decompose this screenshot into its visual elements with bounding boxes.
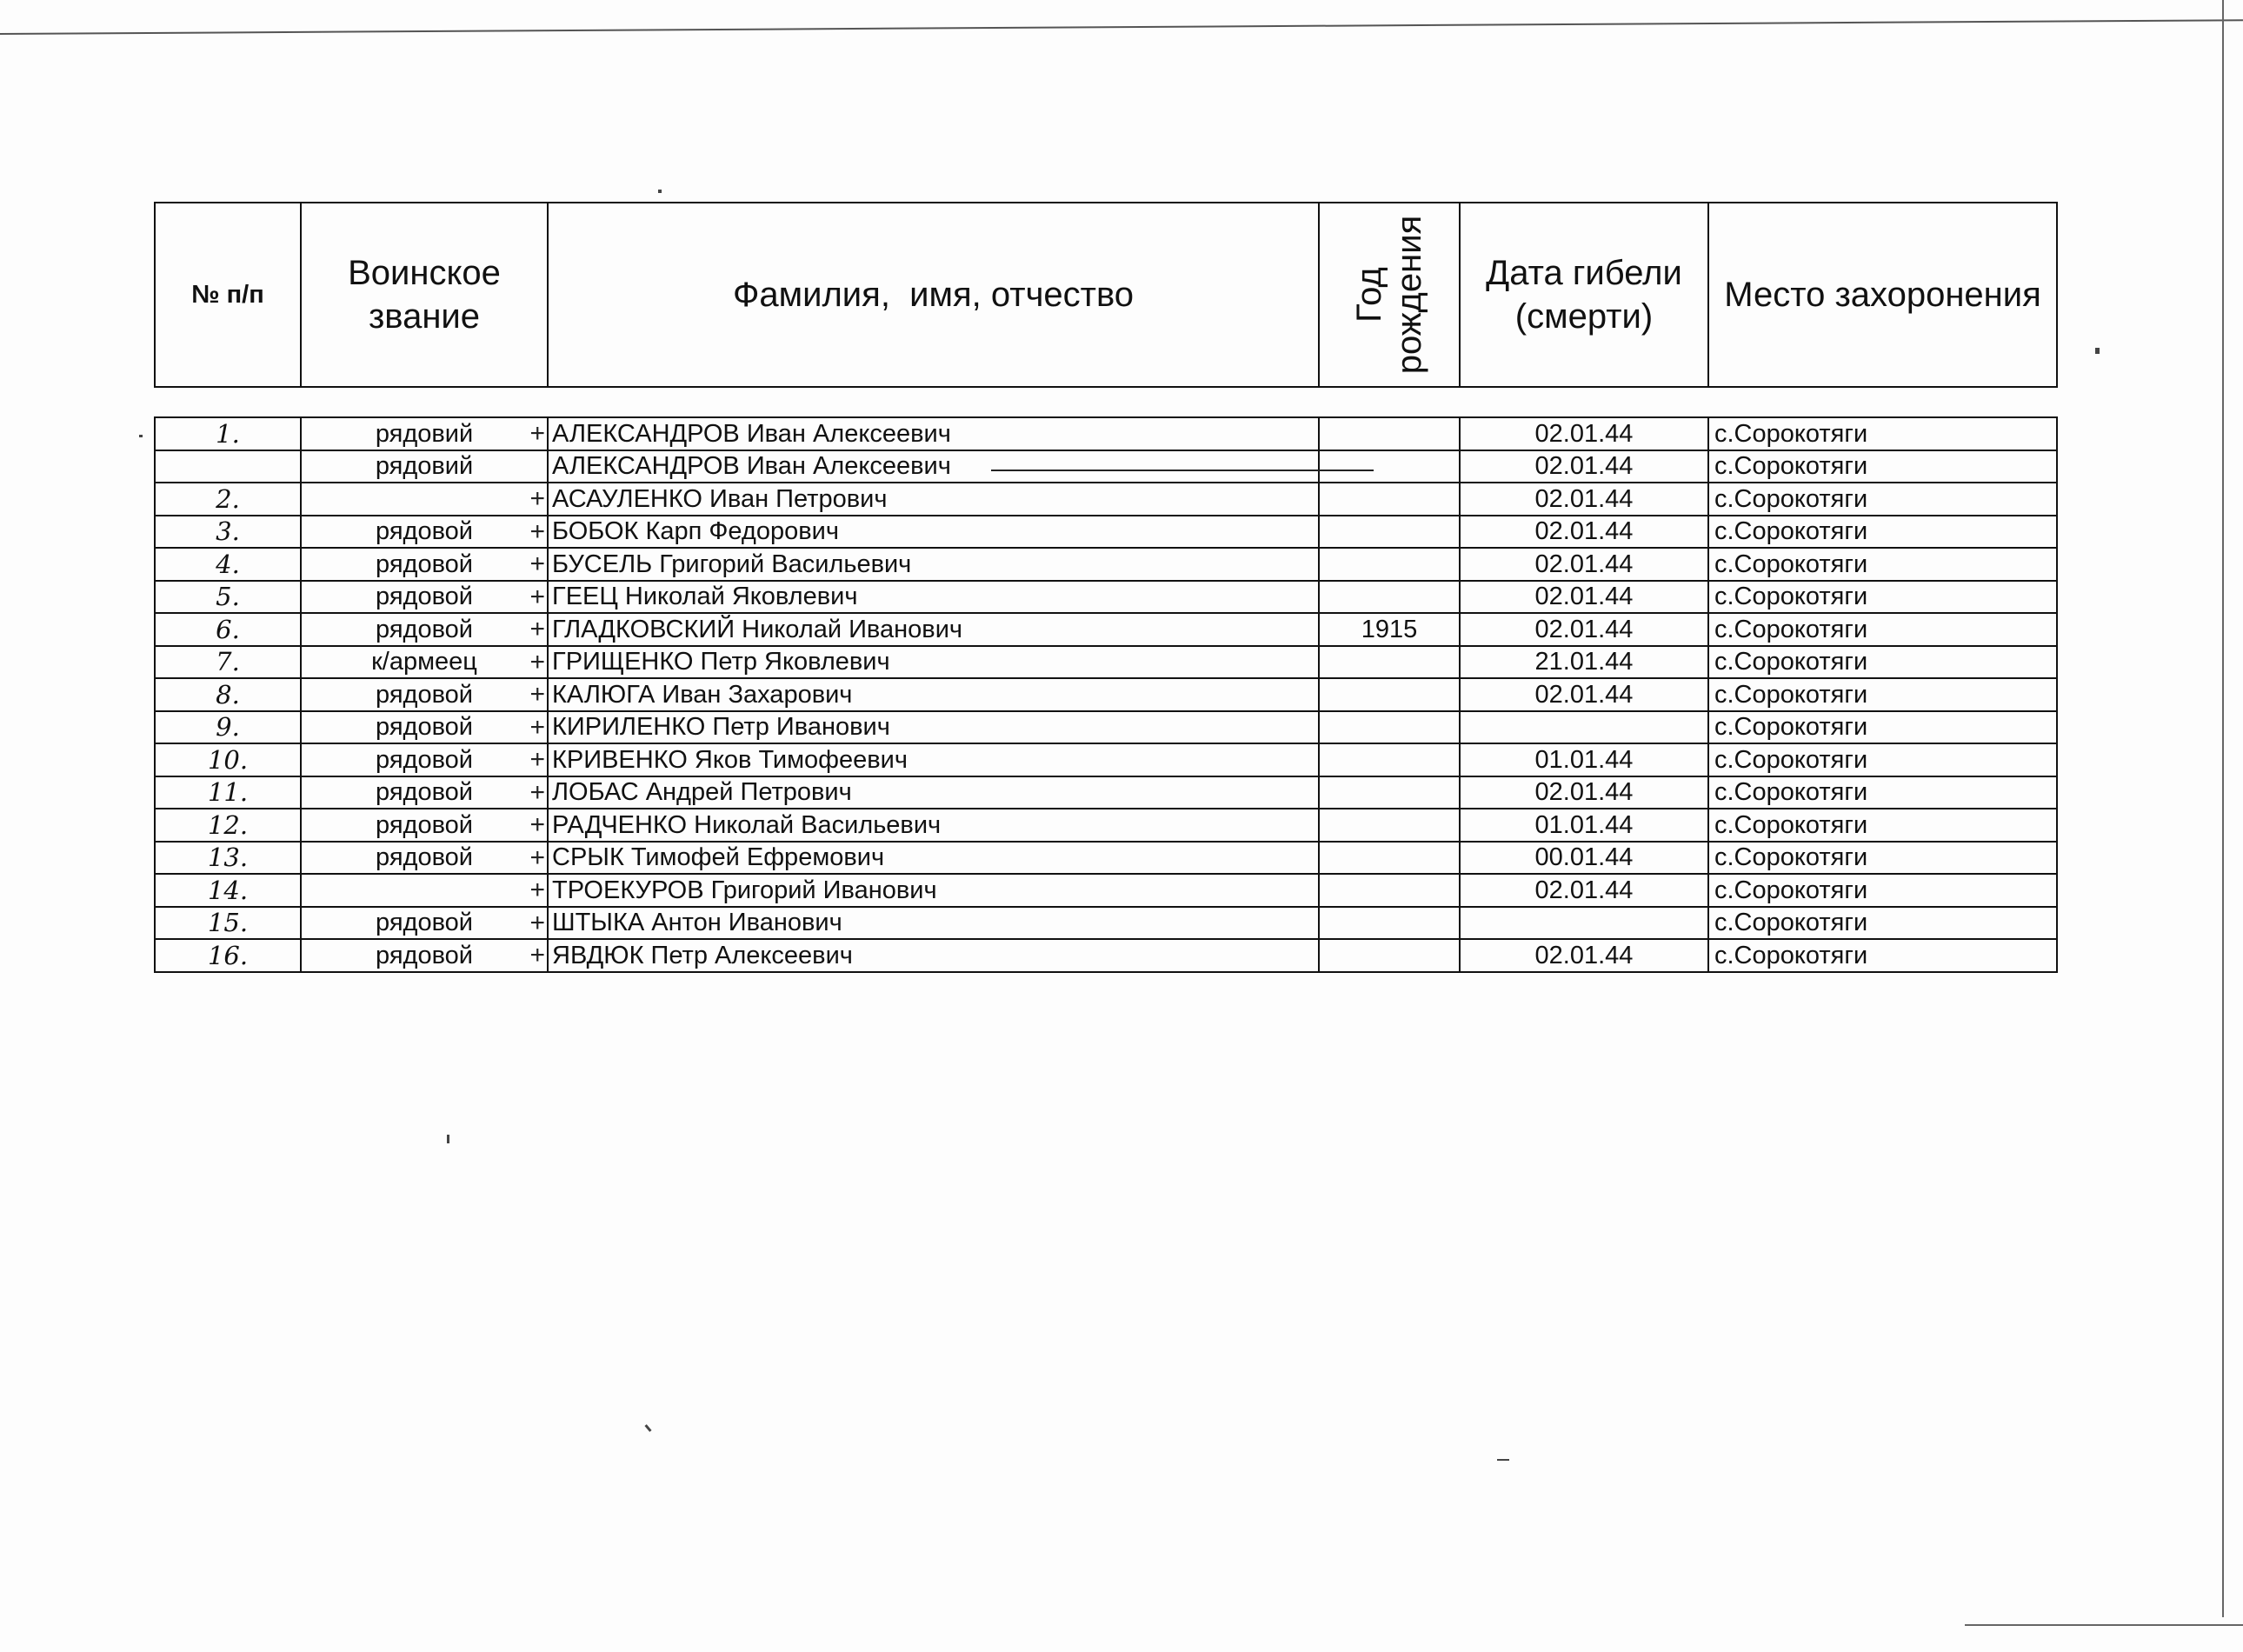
row-place-text: с.Сорокотяги: [1714, 713, 1868, 742]
row-name: [548, 809, 1319, 842]
row-number-text: 14.: [207, 875, 249, 905]
row-date-text: 01.01.44: [1534, 745, 1634, 774]
row-number: [155, 907, 301, 940]
row-date: [1460, 581, 1708, 614]
row-date: [1460, 907, 1708, 940]
table-row: [155, 548, 2057, 581]
row-rank: [301, 809, 548, 842]
row-name: [548, 711, 1319, 744]
header-col-num: № п/п: [155, 203, 301, 387]
row-number-text: 5.: [216, 582, 240, 612]
row-number: [155, 939, 301, 972]
row-rank-text: рядовой: [376, 550, 473, 578]
row-number: [155, 417, 301, 450]
row-year: [1319, 842, 1460, 875]
row-name: [548, 743, 1319, 776]
row-name: [548, 516, 1319, 549]
table-row: [155, 842, 2057, 875]
burial-list-table: [154, 416, 2058, 973]
table-row: [155, 417, 2057, 450]
row-date: [1460, 776, 1708, 809]
row-date: [1460, 516, 1708, 549]
row-name-text: ЯВДЮК Петр Алексеевич: [552, 941, 853, 969]
row-place: [1708, 516, 2057, 549]
row-name-text: СРЫК Тимофей Ефремович: [552, 843, 885, 872]
row-date-text: 02.01.44: [1534, 484, 1634, 513]
row-number-text: 11.: [207, 777, 249, 808]
header-col-name: Фамилия, имя, отчество: [548, 203, 1319, 387]
row-rank: [301, 450, 548, 483]
row-place: [1708, 613, 2057, 646]
row-place-text: с.Сорокотяги: [1714, 550, 1868, 578]
row-rank-text: к/армеец: [371, 648, 477, 676]
table-row: [155, 874, 2057, 907]
header-col-year-wrap: [1320, 203, 1459, 386]
table-row: [155, 678, 2057, 711]
row-name-text: ЛОБАС Андрей Петрович: [552, 778, 852, 807]
row-number: [155, 809, 301, 842]
row-year: [1319, 417, 1460, 450]
table-row: [155, 743, 2057, 776]
row-date: [1460, 548, 1708, 581]
row-date: [1460, 842, 1708, 875]
row-place: [1708, 483, 2057, 516]
row-name-text: КАЛЮГА Иван Захарович: [552, 680, 853, 709]
scan-edge-bottom: [1965, 1624, 2243, 1626]
table-row: [155, 809, 2057, 842]
header-col-date: Дата гибели (смерти): [1460, 203, 1708, 387]
row-year: [1319, 711, 1460, 744]
row-rank: [301, 678, 548, 711]
row-place: [1708, 907, 2057, 940]
row-date: [1460, 874, 1708, 907]
row-year: [1319, 743, 1460, 776]
row-place-text: с.Сорокотяги: [1714, 941, 1868, 969]
row-date: [1460, 450, 1708, 483]
row-number-text: 10.: [207, 744, 249, 775]
row-name-text: ГЛАДКОВСКИЙ Николай Иванович: [552, 615, 963, 643]
row-place: [1708, 678, 2057, 711]
row-number: [155, 776, 301, 809]
row-year: [1319, 581, 1460, 614]
row-number: [155, 711, 301, 744]
row-place: [1708, 743, 2057, 776]
scan-edge-top: [0, 19, 2243, 35]
header-col-place: Место захоронения: [1708, 203, 2057, 387]
row-place: [1708, 842, 2057, 875]
row-date-text: 21.01.44: [1534, 648, 1634, 676]
row-name: [548, 450, 1319, 483]
row-rank: [301, 646, 548, 679]
row-date: [1460, 646, 1708, 679]
row-name: [548, 646, 1319, 679]
row-name-text: АЛЕКСАНДРОВ Иван Алексеевич: [552, 452, 951, 481]
row-rank-text: рядовой: [376, 909, 473, 937]
row-place-text: с.Сорокотяги: [1714, 778, 1868, 807]
row-number: [155, 450, 301, 483]
row-date: [1460, 809, 1708, 842]
scan-speck: [139, 435, 143, 437]
row-number: [155, 743, 301, 776]
cross-mark: +: [529, 908, 545, 937]
row-year: [1319, 874, 1460, 907]
row-place: [1708, 548, 2057, 581]
header-table: [154, 202, 2058, 388]
row-rank: [301, 417, 548, 450]
row-place-text: с.Сорокотяги: [1714, 452, 1868, 481]
row-date: [1460, 678, 1708, 711]
cross-mark: +: [529, 810, 545, 839]
row-rank-text: рядовой: [376, 941, 473, 969]
row-name: [548, 678, 1319, 711]
scan-speck: [447, 1135, 449, 1143]
table-row: [155, 646, 2057, 679]
row-place-text: с.Сорокотяги: [1714, 484, 1868, 513]
row-name-text: ГЕЕЦ Николай Яковлевич: [552, 583, 858, 611]
table-row: [155, 483, 2057, 516]
row-rank-text: рядовой: [376, 778, 473, 807]
row-date-text: 02.01.44: [1534, 615, 1634, 643]
row-year: [1319, 907, 1460, 940]
row-date-text: 02.01.44: [1534, 550, 1634, 578]
row-rank-text: рядовой: [376, 517, 473, 546]
row-year: [1319, 809, 1460, 842]
row-place-text: с.Сорокотяги: [1714, 615, 1868, 643]
row-name-text: ШТЫКА Антон Иванович: [552, 909, 842, 937]
row-place: [1708, 581, 2057, 614]
row-rank-text: рядовой: [376, 680, 473, 709]
row-year: [1319, 776, 1460, 809]
row-name: [548, 613, 1319, 646]
row-place-text: с.Сорокотяги: [1714, 517, 1868, 546]
cross-mark: +: [529, 941, 545, 969]
table-row: [155, 613, 2057, 646]
row-place: [1708, 450, 2057, 483]
row-number-text: 16.: [207, 940, 249, 970]
row-date: [1460, 613, 1708, 646]
strike-through-mark: [991, 470, 1374, 471]
row-rank: [301, 516, 548, 549]
row-number: [155, 678, 301, 711]
row-rank: [301, 548, 548, 581]
row-number: [155, 548, 301, 581]
row-date-text: 02.01.44: [1534, 419, 1634, 448]
cross-mark: +: [529, 777, 545, 807]
row-number-text: 6.: [216, 614, 240, 644]
row-rank: [301, 581, 548, 614]
row-place: [1708, 809, 2057, 842]
cross-mark: +: [529, 680, 545, 709]
row-year: [1319, 548, 1460, 581]
row-rank-text: рядовой: [376, 615, 473, 643]
row-year: [1319, 678, 1460, 711]
row-rank-text: рядовой: [376, 583, 473, 611]
row-date-text: 02.01.44: [1534, 452, 1634, 481]
row-name: [548, 483, 1319, 516]
row-name-text: АСАУЛЕНКО Иван Петрович: [552, 484, 888, 513]
table-row: [155, 939, 2057, 972]
row-name: [548, 581, 1319, 614]
row-place-text: с.Сорокотяги: [1714, 419, 1868, 448]
header-col-rank: Воинское звание: [301, 203, 548, 387]
row-date: [1460, 483, 1708, 516]
cross-mark: +: [529, 647, 545, 676]
row-place: [1708, 711, 2057, 744]
row-place-text: с.Сорокотяги: [1714, 680, 1868, 709]
row-place-text: с.Сорокотяги: [1714, 648, 1868, 676]
cross-mark: +: [529, 843, 545, 872]
row-number-text: 2.: [216, 483, 240, 514]
cross-mark: +: [529, 745, 545, 774]
scan-speck: [2095, 348, 2100, 354]
row-number: [155, 842, 301, 875]
row-date-text: 02.01.44: [1534, 517, 1634, 546]
row-year: [1319, 613, 1460, 646]
row-date: [1460, 711, 1708, 744]
table-row: [155, 516, 2057, 549]
row-number-text: 7.: [216, 647, 240, 677]
row-date: [1460, 417, 1708, 450]
row-rank-text: рядовой: [376, 745, 473, 774]
row-rank-text: рядовий: [375, 419, 474, 448]
row-place: [1708, 417, 2057, 450]
row-number-text: 9.: [216, 712, 240, 743]
row-number: [155, 874, 301, 907]
cross-mark: +: [529, 876, 545, 904]
row-rank-text: рядовой: [376, 843, 473, 872]
row-number-text: 8.: [216, 679, 240, 709]
row-rank-text: рядовой: [376, 713, 473, 742]
cross-mark: +: [529, 712, 545, 742]
row-name-text: БОБОК Карп Федорович: [552, 517, 839, 546]
row-rank: [301, 874, 548, 907]
row-date-text: 02.01.44: [1534, 680, 1634, 709]
row-rank: [301, 711, 548, 744]
row-name-text: КИРИЛЕНКО Петр Иванович: [552, 713, 890, 742]
scan-edge-right: [2222, 0, 2224, 1617]
cross-mark: +: [529, 419, 545, 448]
row-number-text: 3.: [216, 516, 240, 547]
row-date-text: 02.01.44: [1534, 941, 1634, 969]
row-rank: [301, 939, 548, 972]
row-date-text: 00.01.44: [1534, 843, 1634, 872]
row-year: [1319, 646, 1460, 679]
row-number: [155, 613, 301, 646]
row-name-text: РАДЧЕНКО Николай Васильевич: [552, 810, 942, 839]
row-rank-text: рядовий: [375, 452, 474, 481]
row-number: [155, 483, 301, 516]
row-date: [1460, 939, 1708, 972]
row-name: [548, 907, 1319, 940]
row-year: [1319, 939, 1460, 972]
cross-mark: +: [529, 615, 545, 643]
cross-mark: +: [529, 484, 545, 513]
row-date-text: 02.01.44: [1534, 583, 1634, 611]
row-date-text: 02.01.44: [1534, 876, 1634, 904]
row-place-text: с.Сорокотяги: [1714, 876, 1868, 904]
cross-mark: +: [529, 550, 545, 578]
cross-mark: +: [529, 516, 545, 546]
row-place: [1708, 939, 2057, 972]
cross-mark: +: [529, 582, 545, 611]
row-date-text: 02.01.44: [1534, 778, 1634, 807]
row-name: [548, 548, 1319, 581]
row-place: [1708, 646, 2057, 679]
row-place-text: с.Сорокотяги: [1714, 909, 1868, 937]
row-place: [1708, 776, 2057, 809]
row-date-text: 01.01.44: [1534, 810, 1634, 839]
scan-speck: [644, 1424, 651, 1432]
header-col-year-text: Год рождения: [1350, 215, 1428, 375]
row-name: [548, 939, 1319, 972]
row-name: [548, 874, 1319, 907]
row-name: [548, 776, 1319, 809]
header-row: [155, 203, 2057, 387]
row-place-text: с.Сорокотяги: [1714, 583, 1868, 611]
row-place-text: с.Сорокотяги: [1714, 745, 1868, 774]
row-date: [1460, 743, 1708, 776]
row-rank-text: рядовой: [376, 810, 473, 839]
row-name-text: БУСЕЛЬ Григорий Васильевич: [552, 550, 912, 578]
burial-list-body: [155, 417, 2057, 972]
row-year: [1319, 450, 1460, 483]
table-row: [155, 450, 2057, 483]
row-number: [155, 646, 301, 679]
row-number: [155, 516, 301, 549]
table-row: [155, 776, 2057, 809]
row-number-text: 1.: [216, 418, 240, 449]
table-row: [155, 581, 2057, 614]
row-place-text: с.Сорокотяги: [1714, 843, 1868, 872]
row-name-text: КРИВЕНКО Яков Тимофеевич: [552, 745, 908, 774]
row-number-text: 12.: [207, 809, 249, 840]
row-name: [548, 842, 1319, 875]
row-rank: [301, 613, 548, 646]
row-name-text: АЛЕКСАНДРОВ Иван Алексеевич: [552, 419, 951, 448]
row-number-text: 15.: [207, 908, 249, 938]
row-year-text: 1915: [1361, 615, 1418, 643]
row-rank: [301, 483, 548, 516]
row-name-text: ТРОЕКУРОВ Григорий Иванович: [552, 876, 937, 904]
row-number: [155, 581, 301, 614]
row-rank: [301, 842, 548, 875]
row-rank: [301, 743, 548, 776]
scan-speck: [658, 190, 662, 193]
table-row: [155, 711, 2057, 744]
row-name-text: ГРИЩЕНКО Петр Яковлевич: [552, 648, 890, 676]
row-year: [1319, 516, 1460, 549]
row-name: [548, 417, 1319, 450]
row-place-text: с.Сорокотяги: [1714, 810, 1868, 839]
row-number-text: 4.: [216, 549, 240, 579]
header-col-year: [1319, 203, 1460, 387]
row-place: [1708, 874, 2057, 907]
row-rank: [301, 907, 548, 940]
scan-speck: [1497, 1459, 1509, 1461]
table-row: [155, 907, 2057, 940]
row-rank: [301, 776, 548, 809]
row-year: [1319, 483, 1460, 516]
row-number-text: 13.: [207, 843, 249, 873]
